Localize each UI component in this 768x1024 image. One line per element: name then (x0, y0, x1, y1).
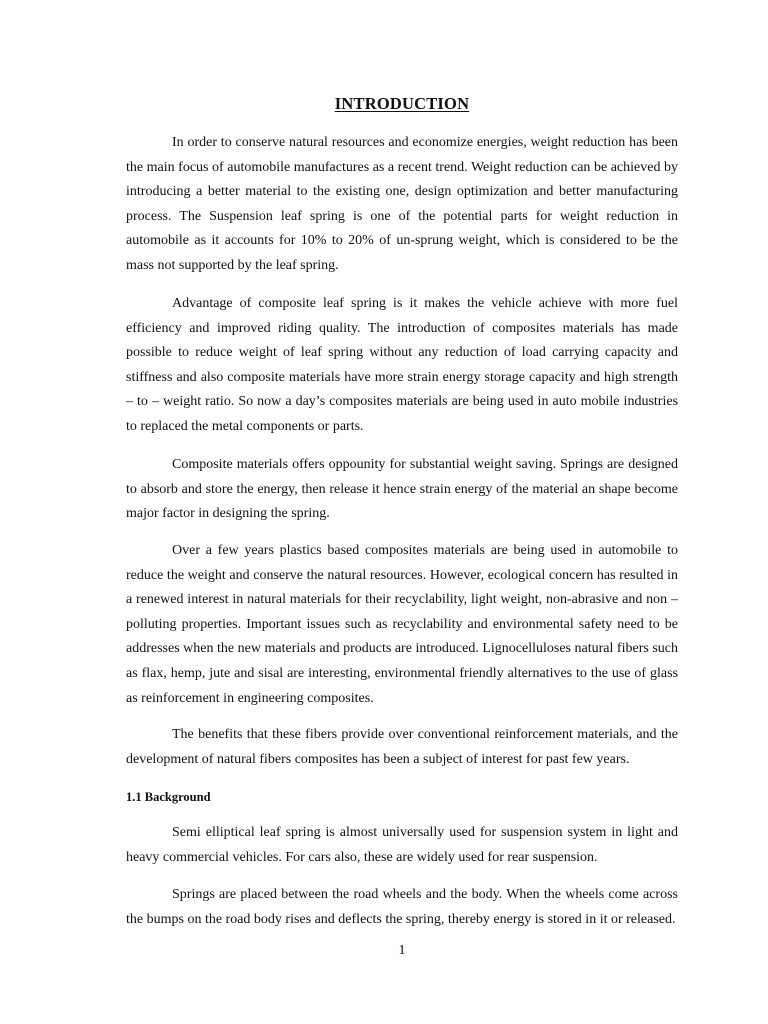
section-heading-background: 1.1 Background (126, 790, 211, 804)
paragraph-intro-1: In order to conserve natural resources and economize energies, weight reduction has been the main focus of automobile manufactures as a recent trend. Weight reduction can be achieved by introducing a better material to the existing one, design optimization and better manufacturing process. The Suspension leaf spring is one of the potential parts for weight reduction in automobile as it accounts for 10% to 20% of un-sprung weight, which is considered to be the mass not supported by the leaf spring. (126, 135, 678, 273)
paragraph-intro-3: Composite materials offers oppounity for substantial weight saving. Springs are designed to absorb and store the energy, then release it hence strain energy of the material an shape become major factor in designing the spring. (126, 457, 678, 522)
paragraph-intro-5: The benefits that these fibers provide over conventional reinforcement materials, and the development of natural fibers composites has been a subject of interest for past few years. (126, 727, 678, 767)
page-title: INTRODUCTION (334, 94, 470, 113)
paragraph-intro-4: Over a few years plastics based composites materials are being used in automobile to reduce the weight and conserve the natural resources. However, ecological concern has resulted in a renewed interest in natural materials for their recyclability, light weight, non-abrasive and non – polluting properties. Important issues such as recyclability and environmental safety need to be addresses when the new materials and products are introduced. Lignocelluloses natural fibers such as flax, hemp, jute and sisal are interesting, environmental friendly alternatives to the use of glass as reinforcement in engineering composites. (126, 543, 678, 706)
paragraph-background-1: Semi elliptical leaf spring is almost universally used for suspension system in light and heavy commercial vehicles. For cars also, these are widely used for rear suspension. (126, 825, 678, 865)
paragraph-background-2: Springs are placed between the road wheels and the body. When the wheels come across the bumps on the road body rises and deflects the spring, thereby energy is stored in it or released. (126, 887, 678, 927)
page-number: 1 (398, 943, 406, 958)
paragraph-intro-2: Advantage of composite leaf spring is it makes the vehicle achieve with more fuel efficiency and improved riding quality. The introduction of composites materials has made possible to reduce weight of leaf spring without any reduction of load carrying capacity and stiffness and also composite materials have more strain energy storage capacity and high strength – to – weight ratio. So now a day’s composites materials are being used in auto mobile industries to replaced the metal components or parts. (126, 296, 678, 434)
